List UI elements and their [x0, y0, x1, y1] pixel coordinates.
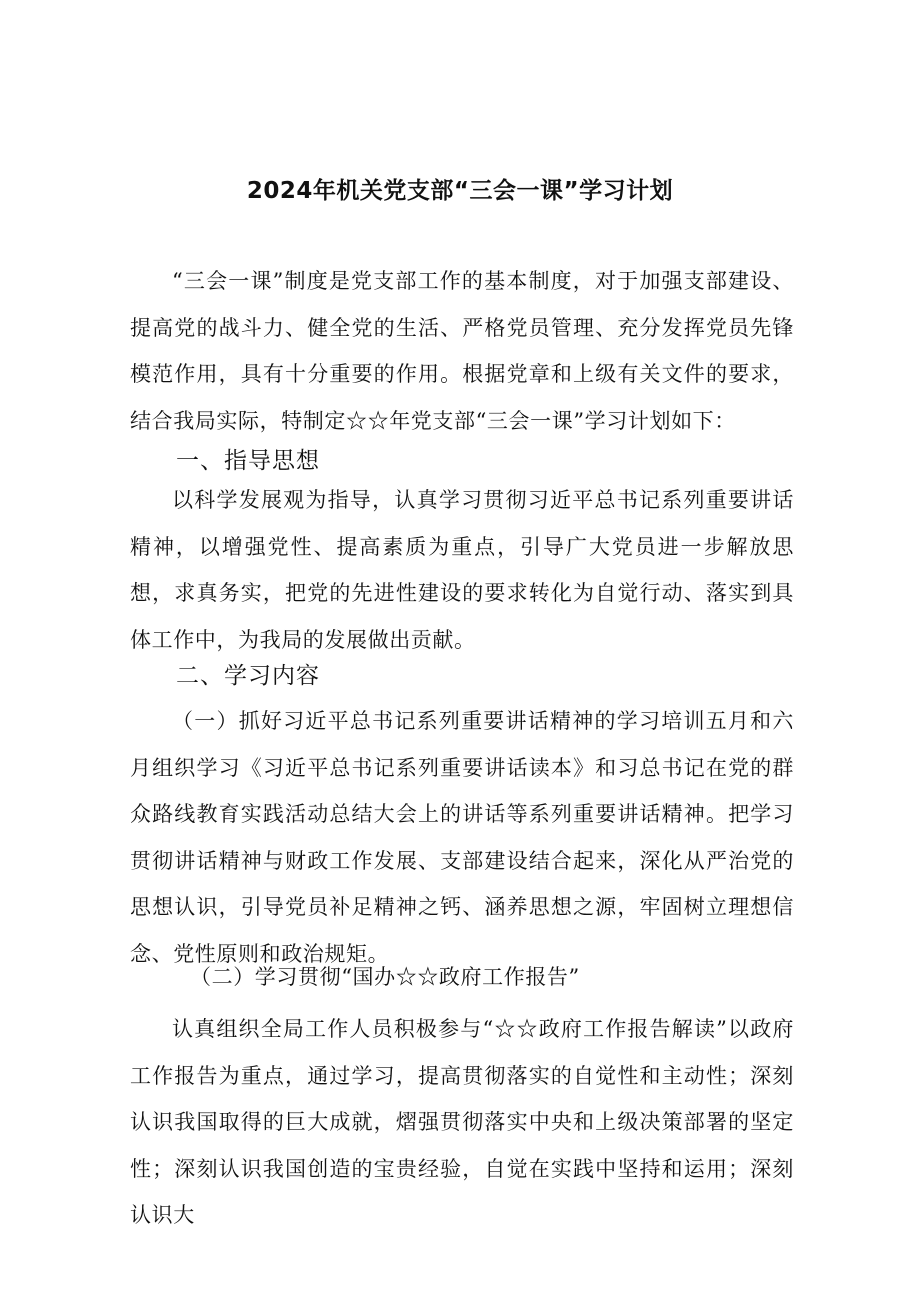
section-heading-guiding-thought: 一、指导思想 [176, 448, 320, 474]
section-heading-study-content: 二、学习内容 [176, 663, 320, 689]
document-title: 2024年机关党支部“三会一课”学习计划 [246, 178, 674, 204]
study-item-one-paragraph: （一）抓好习近平总书记系列重要讲话精神的学习培训五月和六月组织学习《习近平总书记系列重要讲话读本》和习总书记在党的群众路线教育实践活动总结大会上的讲话等系列重要讲话精神。把学习贯彻讲话精神与财政工作发展、支部建设结合起来，深化从严治党的思想认识，引导党员补足精神之钙、涵养思想之源，牢固树立理想信念、党性原则和政治规矩。 [130, 709, 794, 966]
study-item-two-paragraph: 认真组织全局工作人员积极参与“☆☆政府工作报告解读”以政府工作报告为重点，通过学习，提高贯彻落实的自觉性和主动性；深刻认识我国取得的巨大成就，熠强贯彻落实中央和上级决策部署的坚定性；深刻认识我国创造的宝贵经验，自觉在实践中坚持和运用；深刻认识大 [130, 1017, 794, 1227]
guiding-thought-paragraph: 以科学发展观为指导，认真学习贯彻习近平总书记系列重要讲话精神，以增强党性、提高素质为重点，引导广大党员进一步解放思想，求真务实，把党的先进性建设的要求转化为自觉行动、落实到具体工作中，为我局的发展做出贡献。 [130, 488, 794, 652]
intro-paragraph: “三会一课”制度是党支部工作的基本制度，对于加强支部建设、提高党的战斗力、健全党的生活、严格党员管理、充分发挥党员先锋模范作用，具有十分重要的作用。根据党章和上级有关文件的要求，结合我局实际，特制定☆☆年党支部“三会一课”学习计划如下： [130, 269, 794, 433]
study-item-two-heading: （二）学习贯彻“国办☆☆政府工作报告” [190, 965, 580, 989]
